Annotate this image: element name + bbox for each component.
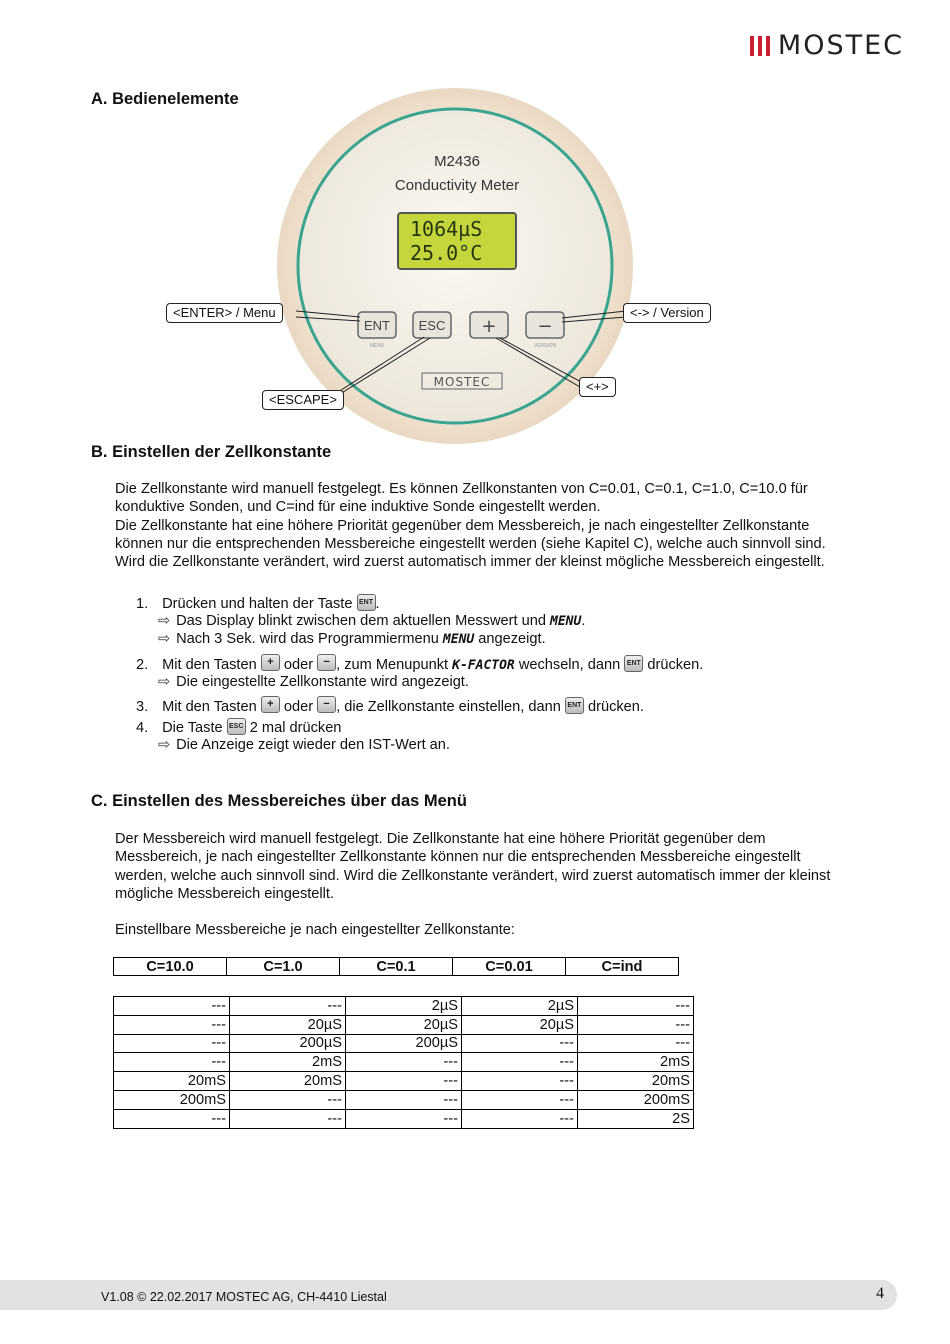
device-brand: MOSTEC (433, 375, 491, 389)
table-cell: --- (462, 1090, 578, 1109)
table-cell: --- (230, 997, 346, 1016)
header-cell: C=0.1 (340, 958, 453, 976)
step-text: , die Zellkonstante einstellen, dann (336, 699, 561, 715)
section-c-title: C. Einstellen des Messbereiches über das Menü (91, 792, 467, 810)
minus-key-icon: − (317, 696, 336, 713)
ent-key-icon: ENT (565, 697, 584, 714)
header-cell: C=0.01 (453, 958, 566, 976)
table-cell: --- (346, 1109, 462, 1128)
page-number: 4 (876, 1285, 884, 1302)
table-cell: --- (462, 1053, 578, 1072)
table-cell: --- (114, 997, 230, 1016)
table-cell: 20mS (578, 1072, 694, 1091)
result-text: Nach 3 Sek. wird das Programmiermenu (176, 631, 439, 647)
result-text: . (581, 613, 586, 629)
range-table-header (113, 957, 679, 976)
lcd-keyword: MENU (442, 632, 475, 647)
table-cell: 20mS (230, 1072, 346, 1091)
section-b-text (115, 480, 826, 571)
step-text: Mit den Tasten (162, 657, 257, 673)
step-text: drücken. (587, 699, 644, 715)
minus-sublabel: VERSION (533, 343, 557, 349)
table-cell: --- (346, 1090, 462, 1109)
table-cell: --- (578, 997, 694, 1016)
company-logo (750, 30, 904, 61)
step-text: Mit den Tasten (162, 699, 257, 715)
svg-text:ESC: ESC (418, 318, 446, 333)
table-cell: --- (462, 1072, 578, 1091)
footer-text: V1.08 © 22.02.2017 MOSTEC AG, CH-4410 Liestal (101, 1290, 387, 1304)
step-3 (136, 696, 644, 716)
step-1 (136, 594, 380, 613)
callout-escape: <ESCAPE> (262, 390, 344, 410)
table-cell: 200mS (114, 1090, 230, 1109)
section-a-title: A. Bedienelemente (91, 90, 239, 108)
table-cell: --- (578, 1015, 694, 1034)
step-1-result-1 (158, 612, 585, 631)
step-text: oder (283, 699, 314, 715)
table-cell: --- (346, 1072, 462, 1091)
step-4 (136, 718, 341, 737)
step-text: Die Taste (162, 720, 223, 736)
result-text: Die eingestellte Zellkonstante wird angezeigt. (176, 674, 469, 690)
ent-key-icon: ENT (357, 594, 376, 611)
arrow-right-icon: ⇨ (158, 737, 171, 753)
esc-key[interactable] (413, 312, 451, 338)
table-cell: 20µS (230, 1015, 346, 1034)
b-line-2: konduktive Sonden, und C=ind für eine induktive Sonde eingestellt werden. (115, 499, 601, 516)
svg-text:ENT: ENT (364, 318, 390, 333)
step-number: 2. (136, 657, 149, 673)
table-row (114, 1109, 694, 1128)
section-c-intro: Einstellbare Messbereiche je nach eingestellter Zellkonstante: (115, 922, 515, 938)
logo-text: MOSTEC (777, 30, 904, 61)
table-cell: --- (114, 1109, 230, 1128)
step-text: 2 mal drücken (249, 720, 342, 736)
table-cell: 20µS (462, 1015, 578, 1034)
table-cell: --- (462, 1109, 578, 1128)
result-text: Das Display blinkt zwischen dem aktuellen Messwert und (176, 613, 546, 629)
range-table (113, 996, 694, 1129)
table-row (114, 1034, 694, 1053)
table-cell: --- (114, 1053, 230, 1072)
arrow-right-icon: ⇨ (158, 674, 171, 690)
minus-key-icon: − (317, 654, 336, 671)
ent-key[interactable] (358, 312, 396, 338)
table-cell: 200mS (578, 1090, 694, 1109)
c-line-1: Der Messbereich wird manuell festgelegt. Die Zellkonstante hat eine höhere Priorität gegenüber dem (115, 831, 766, 847)
step-text: Drücken und halten der Taste (162, 596, 353, 612)
lcd-line1: 1064µS (410, 217, 483, 241)
step-number: 3. (136, 699, 149, 715)
table-row (114, 1072, 694, 1091)
table-cell: --- (230, 1090, 346, 1109)
b-line-3: Die Zellkonstante hat eine höhere Priorität gegenüber dem Messbereich, je nach eingestellter Zellkonstante (115, 517, 810, 534)
table-row (114, 997, 694, 1016)
table-cell: 20µS (346, 1015, 462, 1034)
c-line-2: Messbereich, je nach eingestellter Zellkonstante können nur die entsprechenden Messbereiche eingestellt (115, 849, 801, 866)
step-text: wechseln, dann (518, 657, 621, 673)
step-number: 4. (136, 720, 149, 736)
c-line-4: mögliche Messbereich eingestellt. (115, 885, 335, 902)
callout-enter: <ENTER> / Menu (166, 303, 283, 323)
table-cell: --- (462, 1034, 578, 1053)
step-2 (136, 654, 703, 675)
table-cell: 2mS (578, 1053, 694, 1072)
result-text: angezeigt. (478, 631, 546, 647)
b-line-4: können nur die entsprechenden Messbereiche eingestellt werden (siehe Kapitel C), welche auch sinnvoll sind. (115, 535, 826, 552)
result-text: Die Anzeige zeigt wieder den IST-Wert an. (176, 737, 450, 753)
svg-text:+: + (481, 316, 497, 337)
lcd-line2: 25.0°C (410, 241, 483, 265)
table-cell: 2mS (230, 1053, 346, 1072)
table-cell: 2S (578, 1109, 694, 1128)
step-text: . (375, 596, 380, 612)
callout-plus: <+> (579, 377, 616, 397)
table-cell: --- (230, 1109, 346, 1128)
table-cell: 2µS (462, 997, 578, 1016)
table-cell: 200µS (346, 1034, 462, 1053)
plus-key[interactable] (470, 312, 508, 338)
table-row (114, 1090, 694, 1109)
step-1-result-2 (158, 630, 546, 649)
table-cell: 20mS (114, 1072, 230, 1091)
table-cell: 2µS (346, 997, 462, 1016)
step-4-result (158, 736, 450, 754)
table-cell: --- (578, 1034, 694, 1053)
table-cell: --- (114, 1034, 230, 1053)
lcd-keyword: K-FACTOR (452, 658, 515, 673)
callout-minus: <-> / Version (623, 303, 711, 323)
section-b-title: B. Einstellen der Zellkonstante (91, 443, 332, 461)
step-2-result (158, 673, 469, 691)
esc-key-icon: ESC (227, 718, 246, 735)
header-cell: C=1.0 (227, 958, 340, 976)
plus-key-icon: + (261, 654, 280, 671)
section-c-text (115, 830, 830, 903)
minus-key[interactable] (526, 312, 564, 338)
device-name: Conductivity Meter (394, 177, 520, 194)
step-text: oder (283, 657, 314, 673)
step-number: 1. (136, 596, 149, 612)
ent-sublabel: MENU (369, 343, 385, 349)
c-line-3: werden, welche auch sinnvoll sind. Wird die Zellkonstante verändert, wird zuerst automatisch immer der kleinst (115, 867, 831, 884)
step-text: , zum Menupunkt (336, 657, 449, 673)
arrow-right-icon: ⇨ (158, 631, 171, 647)
table-row (114, 1053, 694, 1072)
header-cell: C=10.0 (114, 958, 227, 976)
b-line-5: Wird die Zellkonstante verändert, wird zuerst automatisch immer der kleinst mögliche Messbereich eingestellt. (115, 554, 825, 571)
ent-key-icon: ENT (624, 655, 643, 672)
arrow-right-icon: ⇨ (158, 613, 171, 629)
table-row (114, 1015, 694, 1034)
header-cell: C=ind (566, 958, 679, 976)
table-cell: --- (114, 1015, 230, 1034)
table-cell: --- (346, 1053, 462, 1072)
device-illustration (160, 88, 730, 448)
device-model: M2436 (434, 153, 480, 170)
step-text: drücken. (647, 657, 704, 673)
lcd-keyword: MENU (550, 614, 582, 629)
svg-text:−: − (537, 316, 553, 337)
b-line-1: Die Zellkonstante wird manuell festgelegt. Es können Zellkonstanten von C=0.01, C=0.1, C=1.0, C=10.0 für (115, 481, 808, 497)
table-cell: 200µS (230, 1034, 346, 1053)
plus-key-icon: + (261, 696, 280, 713)
logo-bars-icon (750, 36, 770, 56)
